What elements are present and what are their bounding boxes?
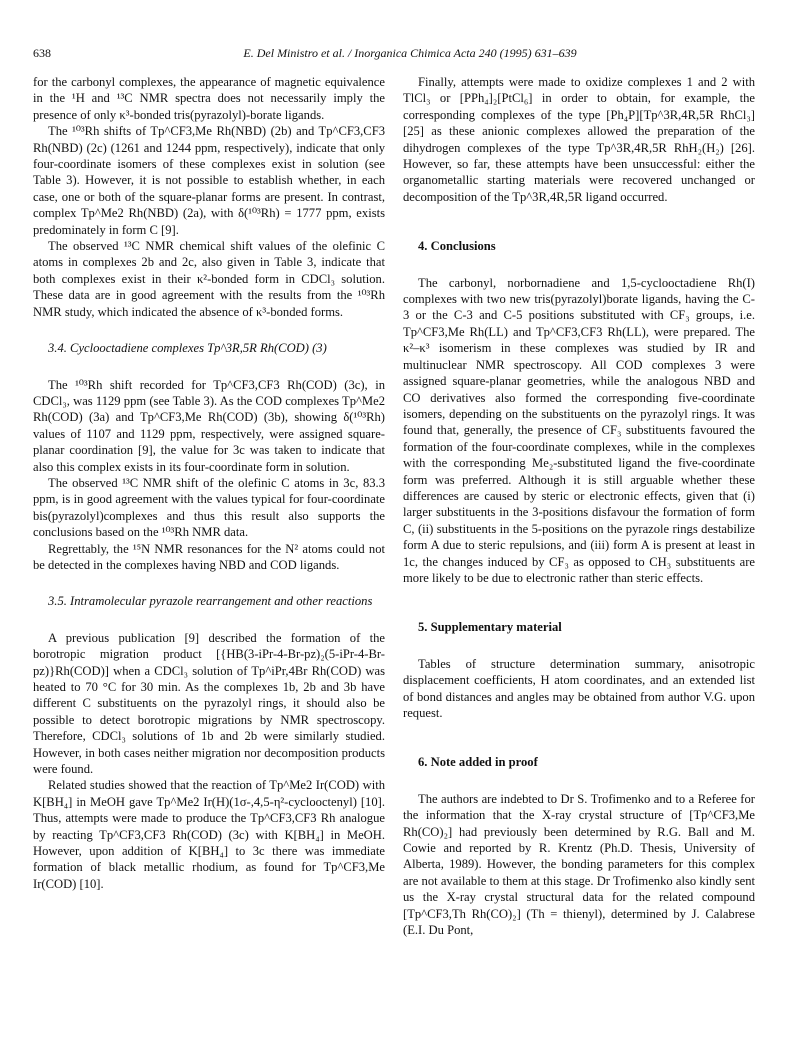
paragraph: The carbonyl, norbornadiene and 1,5-cyclooctadiene Rh(I) complexes with two new tris(pyrazolyl)borate ligands, having the C-3 or the C-3 and C-5 positions substituted with CF₃ groups, i.e. Tp^CF3,Me Rh(LL) and Tp^CF3,CF3 Rh(LL), were prepared. The κ²–κ³ isomerism in these complexes was studied by IR and multinuclear NMR spectroscopy. All COD complexes 3 were assigned square-planar geometries, while the analogous NBD and CO derivatives also formed the corresponding five-coordinate isomers, depending on the substituents on the pyrazolyl rings. It was found that, generally, the presence of CF₃ substituents favoured the formation of the four-coordinate complexes, while in the complexes with the corresponding Me₂-substituted ligand the five-coordinate form was preferred. Although it is still arguable whether these differences are caused by steric or electronic effects, given that (i) larger substituents in the 3-positions disfavour the formation of form C, (ii) substituents in the 5-positions on the pyrazole rings destabilize form A due to steric repulsions, and (iii) form A is present at least in 1c, the changes induced by CF₃ as opposed to CH₃ substituents are more likely to be due to electronic rather than steric effects.	[403, 275, 755, 585]
paragraph: The ¹⁰³Rh shifts of Tp^CF3,Me Rh(NBD) (2b) and Tp^CF3,CF3 Rh(NBD) (2c) (1261 and 1244 ppm, respectively), indicate that only four-coordinate isomers of these complexes exist in solution (see Table 3). However, it is not possible to establish whether, in each case, one or both of the square-planar forms are present. In contrast, complex Tp^Me2 Rh(NBD) (2a), with δ(¹⁰³Rh) = 1777 ppm, exists predominately in form C [9].	[33, 124, 385, 237]
paragraph: Related studies showed that the reaction of Tp^Me2 Ir(COD) with K[BH₄] in MeOH gave Tp^Me2 Ir(H)(1σ-,4,5-η²-cyclooctenyl) [10]. Thus, attempts were made to produce the Tp^CF3,CF3 Rh analogue by reacting Tp^CF3,CF3 Rh(COD) (3c) with K[BH₄] in MeOH. However, upon addition of K[BH₄] to 3c there was immediate formation of black metallic rhodium, as found for Tp^CF3,Me Ir(COD) [10].	[33, 778, 385, 891]
paragraph: The observed ¹³C NMR shift of the olefinic C atoms in 3c, 83.3 ppm, is in good agreement with the values typical for four-coordinate bis(pyrazolyl)complexes and thus this result also supports the conclusions based on the ¹⁰³Rh NMR data.	[33, 475, 385, 540]
section-heading-6: 6. Note added in proof	[418, 755, 538, 770]
section-heading-4: 4. Conclusions	[418, 239, 496, 254]
paragraph: The observed ¹³C NMR chemical shift values of the olefinic C atoms in complexes 2b and 2c, also given in Table 3, indicate that both complexes exist in their κ²-bonded form in CDCl₃ solution. These data are in good agreement with the results from the ¹⁰³Rh NMR study, which indicated the absence of κ³-bonded forms.	[33, 239, 385, 319]
paragraph: A previous publication [9] described the formation of the borotropic migration product [{HB(3-iPr-4-Br-pz)₂(5-iPr-4-Br-pz)}Rh(COD)] when a CDCl₃ solution of Tp^iPr,4Br Rh(COD) was heated to 70 °C for 30 min. As the complexes 1b, 2b and 3b have different C substituents on the pyrazolyl rings, it should also be possible to detect borotropic migrations by NMR spectroscopy. Therefore, CDCl₃ solutions of 1b and 2b were similarly studied. However, in both cases neither migration nor decomposition products were found.	[33, 630, 385, 777]
left-column	[33, 74, 385, 892]
paragraph: The ¹⁰³Rh shift recorded for Tp^CF3,CF3 Rh(COD) (3c), in CDCl₃, was 1129 ppm (see Table 3). As the COD complexes Tp^Me2 Rh(COD) (3a) and Tp^CF3,Me Rh(COD) (3b), showing δ(¹⁰³Rh) values of 1107 and 1129 ppm, respectively, were assigned square-planar coordination [9], the value for 3c was taken to indicate that also this complex exists in its four-coordinate form in solution.	[33, 377, 385, 474]
paragraph: The authors are indebted to Dr S. Trofimenko and to a Referee for the information that the X-ray crystal structure of [Tp^CF3,Me Rh(CO)₂] had previously been determined by R.G. Ball and M. Cowie and reported by R. Krentz (Ph.D. Thesis, University of Alberta, 1989). However, the bonding parameters for this complex are not available to them at this stage. Dr Trofimenko also kindly sent us the X-ray crystal structural data for the related compound [Tp^CF3,Th Rh(CO)₂] (Th = thienyl), determined by J. Calabrese (E.I. Du Pont,	[403, 791, 755, 938]
right-column	[403, 74, 755, 938]
page-number: 638	[33, 46, 51, 60]
section-heading-5: 5. Supplementary material	[418, 620, 562, 635]
paragraph: for the carbonyl complexes, the appearance of magnetic equivalence in the ¹H and ¹³C NMR spectra does not necessarily imply the presence of only κ³-bonded tris(pyrazolyl)-borate ligands.	[33, 75, 385, 122]
paragraph: Finally, attempts were made to oxidize complexes 1 and 2 with TlCl₃ or [PPh₄]₂[PtCl₆] in order to obtain, for example, the corresponding complexes of the type [Ph₄P][Tp^3R,4R,5R RhCl₃] [25] as these anionic complexes allowed the preparation of the dihydrogen complexes of the type Tp^3R,4R,5R RhH₂(H₂) [26]. However, so far, these attempts have been unsuccessful: either the organometallic starting materials were recovered unchanged or decomposition of the Tp^3R,4R,5R ligand occurred.	[403, 75, 755, 204]
paragraph: Tables of structure determination summary, anisotropic displacement coefficients, H atom coordinates, and an extended list of bond distances and angles may be obtained from author V.G. upon request.	[403, 656, 755, 720]
running-head: E. Del Ministro et al. / Inorganica Chimica Acta 240 (1995) 631–639	[243, 46, 577, 60]
paragraph: Regrettably, the ¹⁵N NMR resonances for the N² atoms could not be detected in the complexes having NBD and COD ligands.	[33, 541, 385, 572]
section-heading-3-5: 3.5. Intramolecular pyrazole rearrangement and other reactions	[48, 594, 373, 609]
section-heading-3-4: 3.4. Cyclooctadiene complexes Tp^3R,5R Rh(COD) (3)	[48, 341, 327, 356]
